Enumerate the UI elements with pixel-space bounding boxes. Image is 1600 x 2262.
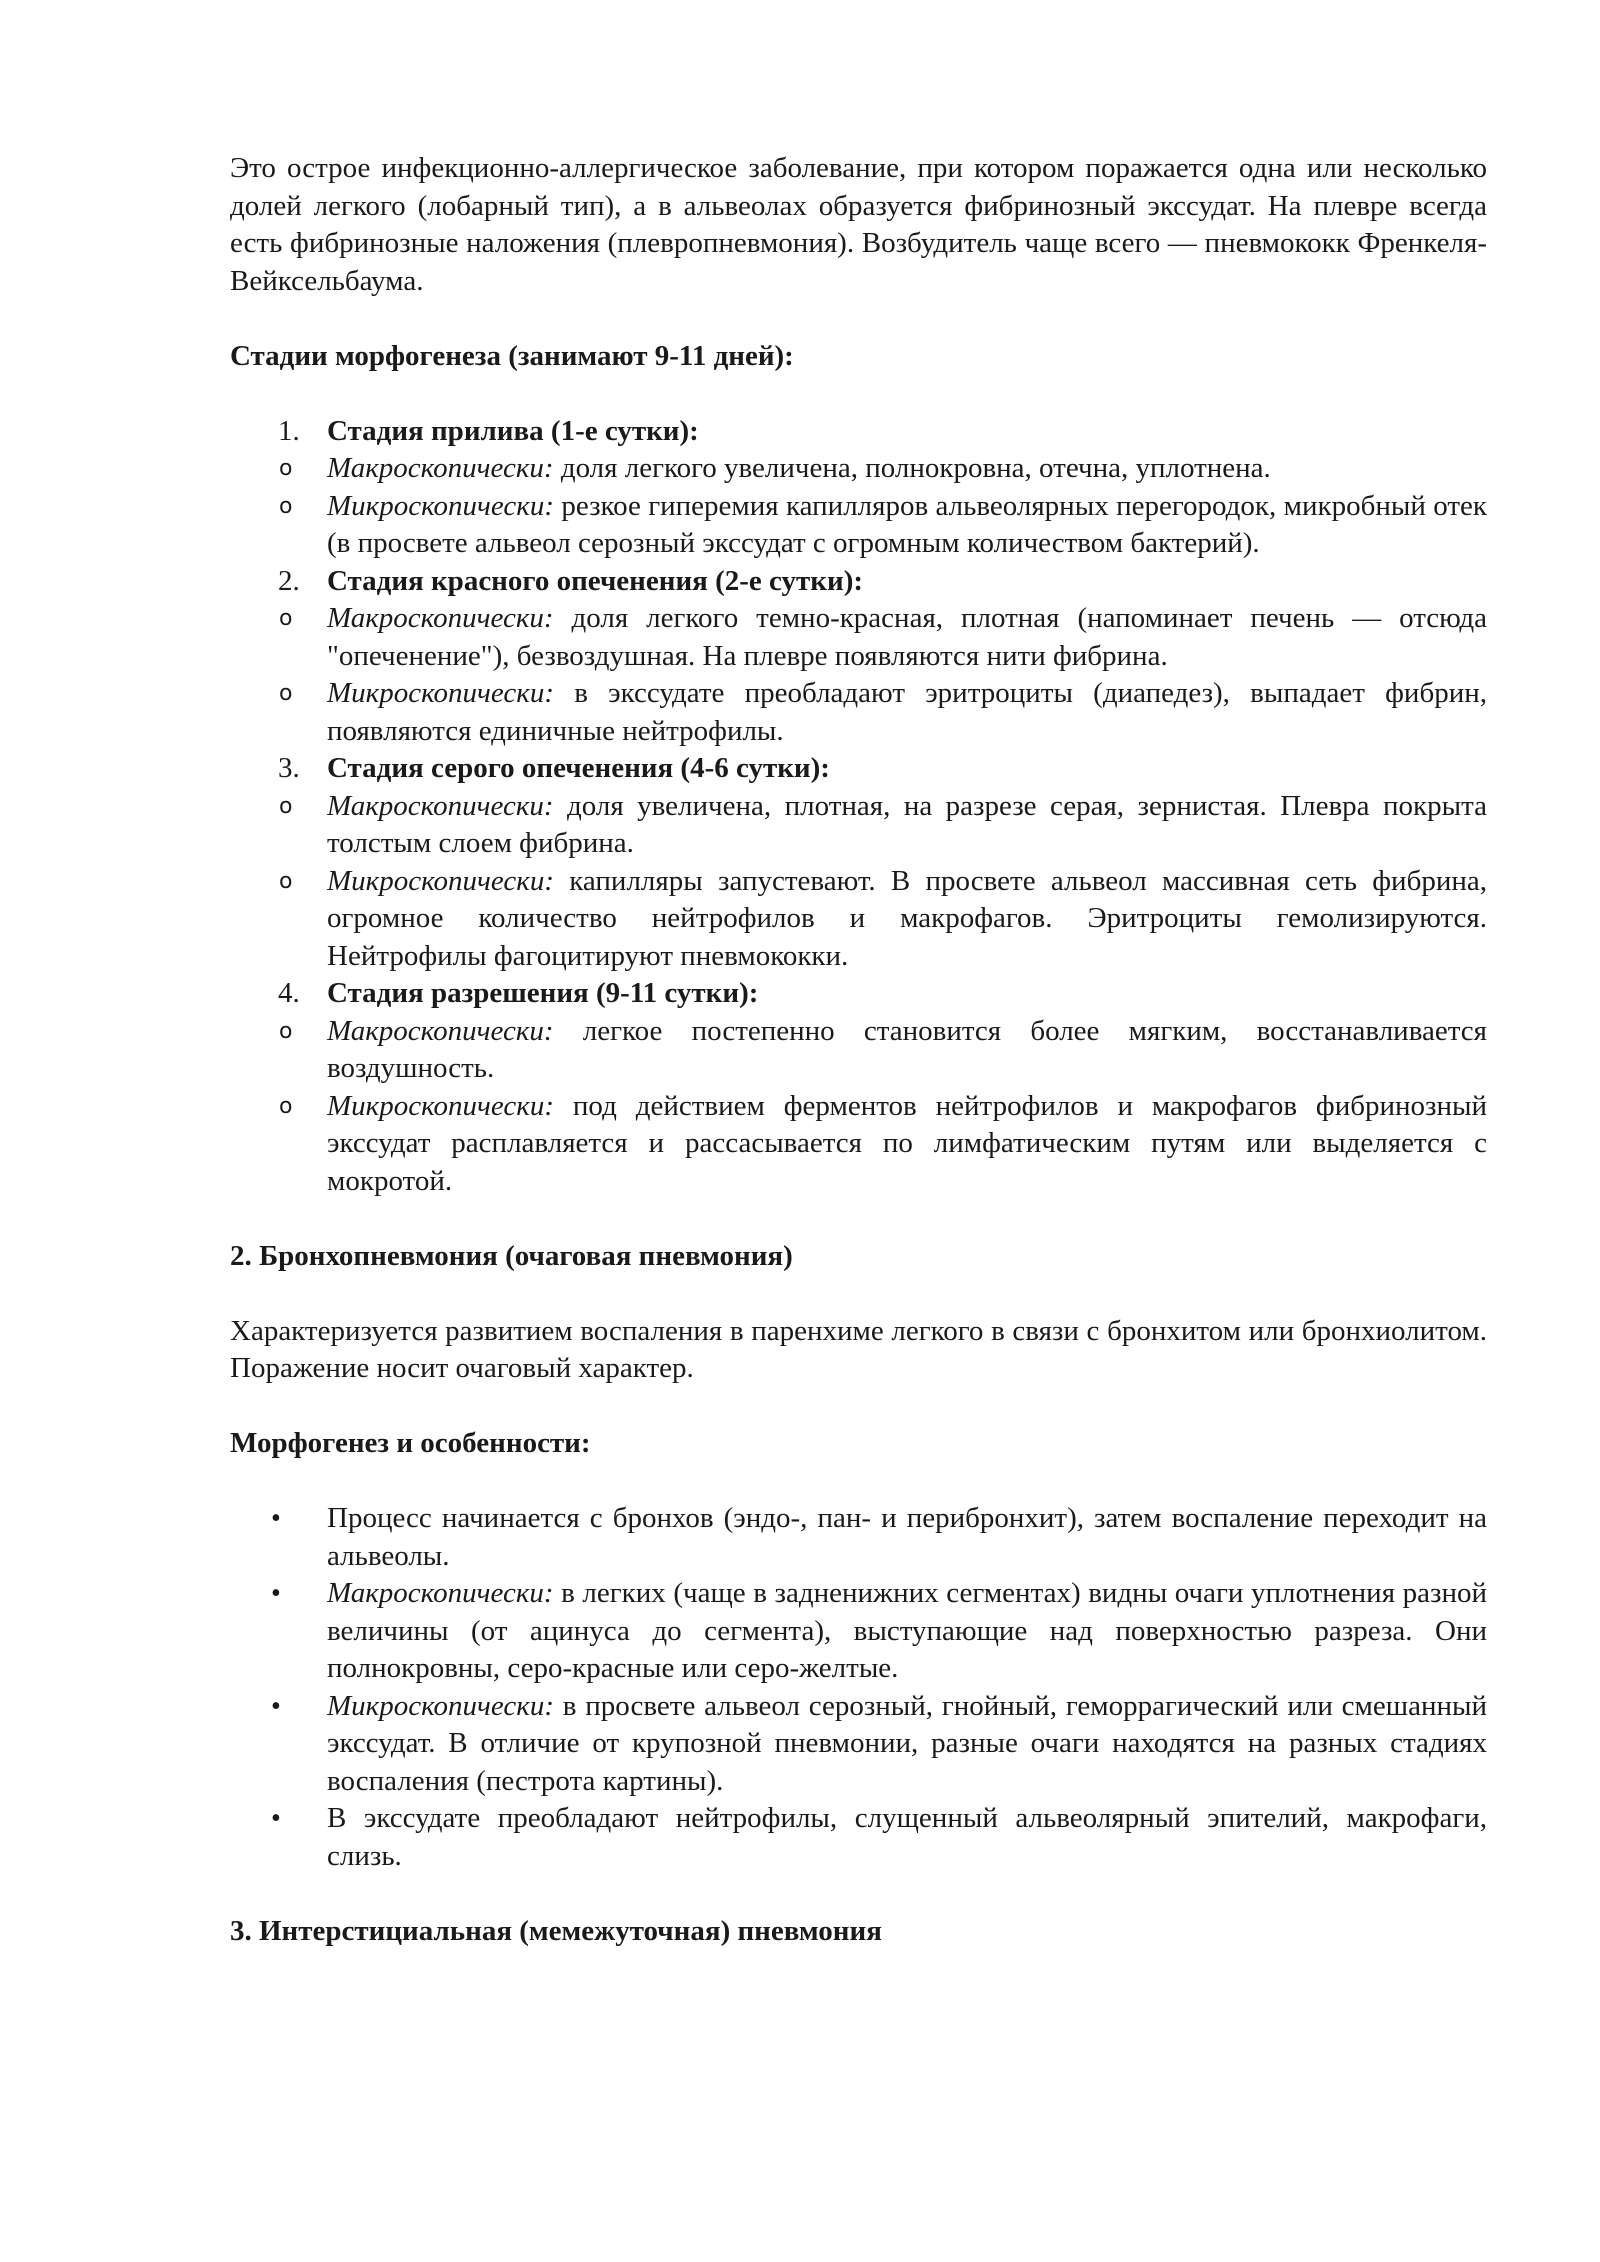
detail-label: Микроскопически:: [327, 677, 554, 709]
circle-bullet-icon: o: [279, 1018, 293, 1044]
feature-item: [271, 1688, 1487, 1801]
feature-label: Макроскопически:: [327, 1577, 554, 1609]
feature-label: Микроскопически:: [327, 1689, 554, 1722]
circle-bullet-icon: o: [279, 681, 293, 706]
stage-title: Стадия серого опеченения (4-6 сутки):: [327, 752, 830, 784]
circle-bullet-icon: o: [279, 1093, 293, 1119]
stage-number: 1.: [278, 414, 300, 447]
spacer: [230, 1200, 1487, 1238]
stage-item: [230, 413, 1487, 563]
circle-bullet-icon: o: [279, 793, 293, 819]
spacer: [230, 1275, 1487, 1313]
stage-details: [230, 788, 1487, 976]
spacer: [230, 1875, 1487, 1913]
detail-item: [279, 863, 1487, 976]
detail-text: резкое гиперемия капилляров альвеолярных перегородок, микробный отек (в просвете альвеол серозный экссудат с огромным количеством бактерий).: [327, 489, 1487, 559]
stages-list: [230, 413, 1487, 1201]
detail-text: легкое постепенно становится более мягким, восстанавливается воздушность.: [327, 1014, 1487, 1084]
detail-item: [279, 1013, 1487, 1088]
stage-title: Стадия прилива (1-е сутки):: [327, 414, 699, 447]
spacer: [230, 375, 1487, 413]
detail-label: Микроскопически:: [327, 864, 554, 897]
features-list: [230, 1500, 1487, 1875]
feature-item: [271, 1575, 1487, 1688]
section2-subheading: Морфогенез и особенности:: [230, 1427, 591, 1459]
detail-text: доля увеличена, плотная, на разрезе серая, зернистая. Плевра покрыта толстым слоем фибрина.: [327, 789, 1487, 859]
detail-label: Макроскопически:: [327, 789, 554, 822]
detail-text: в экссудате преобладают эритроциты (диапедез), выпадает фибрин, появляются единичные нейтрофилы.: [327, 677, 1487, 747]
stage-details: [230, 600, 1487, 750]
bullet-icon: •: [271, 1803, 281, 1834]
section2-heading: 2. Бронхопневмония (очаговая пневмония): [230, 1239, 793, 1272]
detail-item: [279, 600, 1487, 675]
detail-text: доля легкого увеличена, полнокровна, отечна, уплотнена.: [553, 452, 1271, 484]
detail-item: [279, 488, 1487, 563]
stage-details: [230, 450, 1487, 563]
circle-bullet-icon: o: [279, 456, 293, 481]
section2-paragraph: Характеризуется развитием воспаления в паренхиме легкого в связи с бронхитом или бронхиолитом. Поражение носит очаговый характер.: [230, 1314, 1487, 1384]
spacer: [230, 1463, 1487, 1501]
circle-bullet-icon: o: [279, 606, 293, 631]
detail-text: капилляры запустевают. В просвете альвеол массивная сеть фибрина, огромное количество нейтрофилов и макрофагов. Эритроциты гемолизируются. Нейтрофилы фагоцитируют пневмококки.: [327, 864, 1487, 972]
spacer: [230, 300, 1487, 338]
bullet-icon: •: [271, 1578, 281, 1609]
detail-item: [279, 675, 1487, 750]
detail-label: Макроскопически:: [327, 1014, 554, 1047]
stage-item: [230, 975, 1487, 1200]
detail-label: Микроскопически:: [327, 489, 554, 522]
stages-heading: Стадии морфогенеза (занимают 9-11 дней):: [230, 339, 794, 372]
detail-label: Микроскопически:: [327, 1089, 554, 1122]
bullet-icon: •: [271, 1690, 281, 1722]
detail-item: [279, 1088, 1487, 1201]
stage-item: [230, 563, 1487, 751]
bullet-icon: •: [271, 1503, 281, 1534]
circle-bullet-icon: o: [279, 493, 293, 519]
stage-number: 4.: [278, 977, 300, 1009]
circle-bullet-icon: o: [279, 868, 293, 894]
document-page: [230, 150, 1487, 1950]
stage-details: [230, 1013, 1487, 1201]
intro-paragraph: Это острое инфекционно-аллергическое заболевание, при котором поражается одна или несколько долей легкого (лобарный тип), а в альвеолах образуется фибринозный экссудат. На плевре всегда есть фибринозные наложения (плевропневмония). Возбудитель чаще всего — пневмококк Френкеля-Вейксельбаума.: [230, 152, 1487, 297]
detail-label: Макроскопически:: [327, 452, 554, 484]
spacer: [230, 1388, 1487, 1426]
stage-number: 2.: [278, 564, 300, 597]
stage-title: Стадия красного опеченения (2-е сутки):: [327, 564, 864, 597]
stage-title: Стадия разрешения (9-11 сутки):: [327, 977, 759, 1009]
detail-item: [279, 450, 1487, 488]
stage-number: 3.: [278, 752, 300, 784]
stage-item: [230, 750, 1487, 975]
feature-text: В экссудате преобладают нейтрофилы, слущенный альвеолярный эпителий, макрофаги, слизь.: [327, 1802, 1487, 1872]
detail-item: [279, 788, 1487, 863]
detail-label: Макроскопически:: [327, 602, 554, 634]
feature-text: в просвете альвеол серозный, гнойный, геморрагический или смешанный экссудат. В отличие от крупозной пневмонии, разные очаги находятся на разных стадиях воспаления (пестрота картины).: [327, 1689, 1487, 1797]
feature-text: в легких (чаще в задненижних сегментах) видны очаги уплотнения разной величины (от ацинуса до сегмента), выступающие над поверхностью разреза. Они полнокровны, серо-красные или серо-желтые.: [327, 1577, 1487, 1684]
feature-text: Процесс начинается с бронхов (эндо-, пан- и перибронхит), затем воспаление переходит на альвеолы.: [327, 1502, 1487, 1572]
section3-heading: 3. Интерстициальная (мемежуточная) пневмония: [230, 1914, 882, 1947]
detail-text: доля легкого темно-красная, плотная (напоминает печень — отсюда "опеченение"), безвоздушная. На плевре появляются нити фибрина.: [327, 602, 1487, 672]
feature-item: [271, 1800, 1487, 1875]
detail-text: под действием ферментов нейтрофилов и макрофагов фибринозный экссудат расплавляется и рассасывается по лимфатическим путям или выделяется с мокротой.: [327, 1089, 1487, 1197]
feature-item: [271, 1500, 1487, 1575]
